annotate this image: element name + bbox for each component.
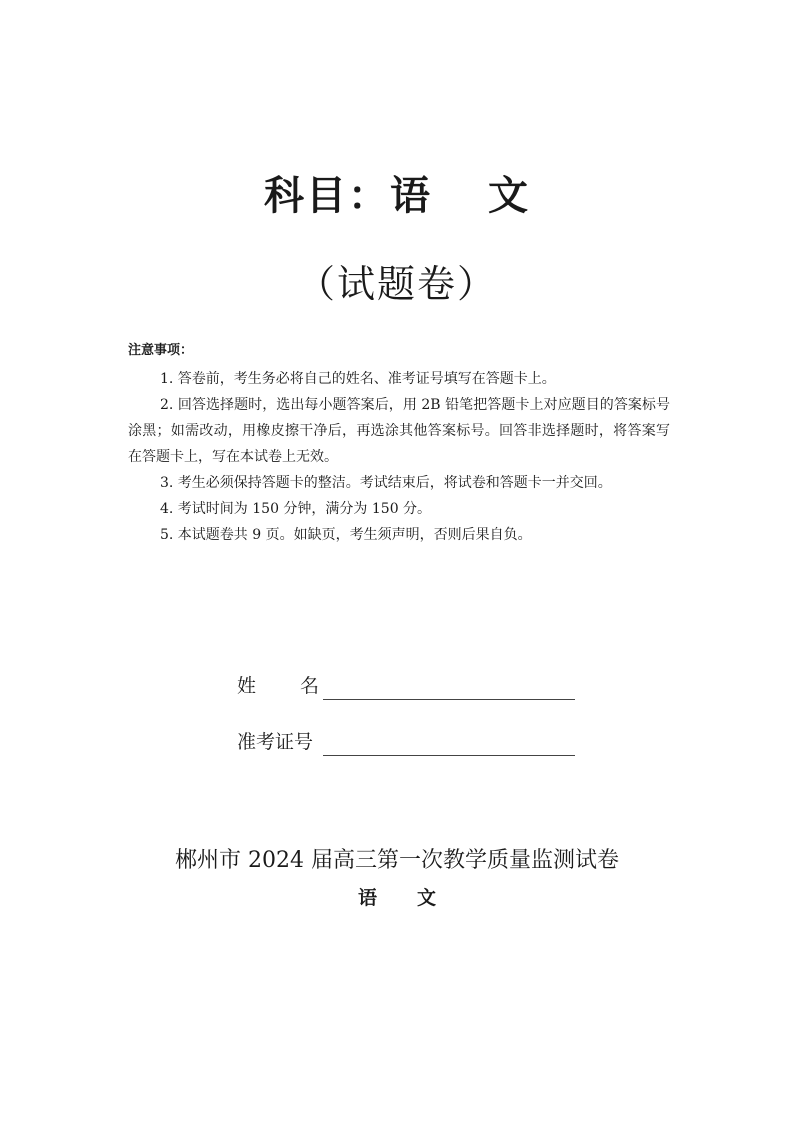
exam-id-field-row xyxy=(237,722,597,756)
name-label: 姓名 xyxy=(237,675,364,697)
subject-title xyxy=(0,170,794,222)
notice-item: 1. 答卷前，考生务必将自己的姓名、准考证号填写在答题卡上。 xyxy=(160,371,556,387)
exam-subject-char-1: 语 xyxy=(357,887,377,909)
notice-heading: 注意事项： xyxy=(128,343,194,358)
notice-item: 3. 考生必须保持答题卡的整洁。考试结束后，将试卷和答题卡一并交回。 xyxy=(160,475,612,491)
candidate-fields xyxy=(237,666,597,778)
exam-id-label: 准考证号 xyxy=(237,731,314,753)
name-field-row xyxy=(237,666,597,700)
exam-name: 郴州市 2024 届高三第一次教学质量监测试卷 xyxy=(175,848,619,873)
exam-subject xyxy=(0,884,794,912)
exam-subject-char-2: 文 xyxy=(417,887,437,909)
exam-id-field-line[interactable] xyxy=(323,729,575,756)
name-field-line[interactable] xyxy=(323,673,575,700)
notice-item: 4. 考试时间为 150 分钟，满分为 150 分。 xyxy=(160,501,432,517)
subject-char-1: 语 xyxy=(390,173,432,219)
notice-item: 2. 回答选择题时，选出每小题答案后，用 2B 铅笔把答题卡上对应题目的答案标号涂黑；如需改动，用橡皮擦干净后，再选涂其他答案标号。回答非选择题时，将答案写在答题卡上，写在本试卷上无效。 xyxy=(128,397,670,465)
paper-type-title: （试题卷） xyxy=(296,262,497,306)
subject-char-2: 文 xyxy=(488,173,530,219)
subject-label: 科目： xyxy=(264,173,390,219)
notice-item: 5. 本试题卷共 9 页。如缺页，考生须声明，否则后果自负。 xyxy=(160,527,532,543)
notice-section xyxy=(128,340,670,548)
